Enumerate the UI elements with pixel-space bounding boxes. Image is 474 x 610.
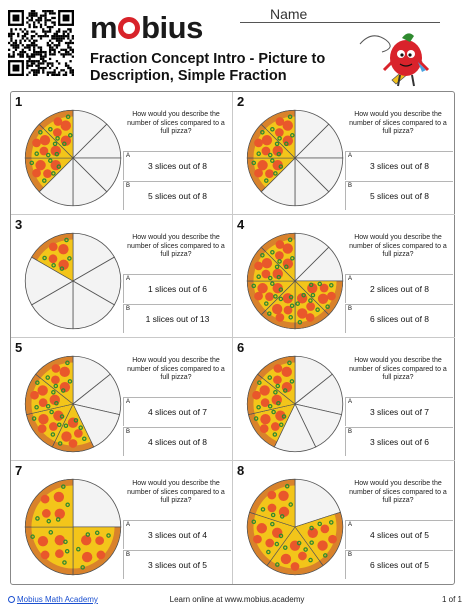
pepperoni [82,552,92,562]
question-text: How would you describe the number of slices compared to a full pizza? [127,234,225,258]
question-text: How would you describe the number of slices compared to a full pizza? [349,357,447,381]
option-text: 1 slices out of 6 [147,284,208,294]
option-letter: B [126,183,131,189]
pepperoni [53,128,62,137]
pepperoni [265,169,274,178]
option-text: 6 slices out of 8 [369,314,430,324]
pizza-fraction-image [19,473,127,581]
answer-option-b[interactable] [123,427,231,456]
answer-option-b[interactable] [123,550,231,579]
pepperoni [274,364,283,373]
pepperoni [58,244,68,254]
pepperoni [55,549,64,558]
pepperoni [40,135,50,145]
option-letter: A [126,522,131,528]
option-letter: A [126,153,131,159]
pepperoni [253,535,262,544]
option-text: 3 slices out of 7 [369,407,430,417]
question-text: How would you describe the number of slices compared to a full pizza? [349,480,447,504]
option-text: 4 slices out of 8 [147,437,208,447]
pepperoni [271,422,280,431]
problem-number: 5 [15,340,23,355]
pepperoni [278,491,288,501]
question-text: How would you describe the number of slices compared to a full pizza? [127,111,225,135]
page-number: 1 of 1 [441,595,462,604]
problem-card [233,338,455,461]
option-letter: B [126,552,131,558]
answer-option-a[interactable] [345,151,453,180]
answer-option-a[interactable] [345,520,453,549]
pepperoni [320,525,329,534]
pepperoni [275,128,284,137]
option-text: 2 slices out of 8 [369,284,430,294]
pizza-fraction-image [241,104,349,212]
problem-number: 8 [237,463,245,478]
problem-number: 3 [15,217,23,232]
mascot-illustration [352,22,442,94]
pepperoni [53,410,63,420]
pepperoni [38,536,48,546]
name-label: Name [270,6,308,22]
pizza-slice-empty [73,479,121,527]
option-text: 3 slices out of 8 [147,161,208,171]
pepperoni [74,429,83,438]
pepperoni [52,364,61,373]
pepperoni [262,258,272,268]
option-text: 4 slices out of 5 [369,530,430,540]
problem-card [11,461,233,584]
problem-number: 1 [15,94,23,109]
pepperoni [276,117,285,126]
option-letter: A [348,522,353,528]
option-letter: B [348,429,353,435]
pepperoni [281,554,291,564]
pepperoni [95,536,104,545]
option-letter: B [348,552,353,558]
pizza-fraction-image [241,473,349,581]
problem-card [11,215,233,338]
question-text: How would you describe the number of slices compared to a full pizza? [127,357,225,381]
pepperoni [69,439,78,448]
option-text: 6 slices out of 5 [369,560,430,570]
option-text: 3 slices out of 6 [369,437,430,447]
pepperoni [97,551,106,560]
pepperoni [42,509,51,518]
question-text: How would you describe the number of slices compared to a full pizza? [127,480,225,504]
pepperoni [306,313,315,322]
pepperoni [49,242,58,251]
problem-card [11,92,233,215]
footer-link[interactable]: Mobius Math Academy [17,595,98,604]
option-letter: B [348,306,353,312]
pepperoni [260,414,270,424]
pepperoni [272,304,282,314]
pepperoni [32,169,41,178]
option-letter: A [348,153,353,159]
answer-option-a[interactable] [123,151,231,180]
question-text: How would you describe the number of slices compared to a full pizza? [349,111,447,135]
answer-option-a[interactable] [123,397,231,426]
worksheet-title: Fraction Concept Intro - Picture to Description, Simple Fraction [90,51,326,84]
pepperoni [254,262,263,271]
pepperoni [267,491,276,500]
footer-url-text: Learn online at www.mobius.academy [169,595,305,604]
option-text: 3 slices out of 4 [147,530,208,540]
answer-option-a[interactable] [123,520,231,549]
option-text: 1 slices out of 13 [145,314,210,324]
question-text: How would you describe the number of slices compared to a full pizza? [349,234,447,258]
pepperoni [254,292,263,301]
problem-number: 6 [237,340,245,355]
pepperoni [54,492,64,502]
problem-number: 2 [237,94,245,109]
pepperoni [275,251,284,260]
option-text: 5 slices out of 8 [147,191,208,201]
pepperoni [262,135,272,145]
option-text: 3 slices out of 5 [147,560,208,570]
pepperoni [273,375,282,384]
pizza-fraction-image [19,227,127,335]
option-letter: A [348,399,353,405]
pepperoni [276,313,285,322]
pepperoni [55,509,65,519]
option-letter: A [348,276,353,282]
pepperoni [254,139,263,148]
pepperoni [38,424,47,433]
pizza-fraction-image [19,350,127,458]
pepperoni [30,391,39,400]
answer-option-a[interactable] [345,397,453,426]
option-text: 4 slices out of 7 [147,407,208,417]
pepperoni [276,240,285,249]
answer-option-b[interactable] [345,304,453,333]
pepperoni [254,169,263,178]
pizza-fraction-image [241,350,349,458]
problem-card [11,338,233,461]
pepperoni [328,535,337,544]
pepperoni [257,523,267,533]
option-letter: A [126,276,131,282]
pepperoni [43,169,52,178]
pepperoni [272,528,282,538]
answer-option-b[interactable] [345,550,453,579]
answer-option-b[interactable] [345,181,453,210]
option-text: 5 slices out of 8 [369,191,430,201]
option-letter: B [348,183,353,189]
mobius-logo: m bius [90,10,203,45]
pepperoni [268,504,277,513]
pepperoni [41,495,50,504]
problem-card [233,461,455,584]
pepperoni [327,292,336,301]
pepperoni [306,302,315,311]
pepperoni [81,535,91,545]
pepperoni [54,117,63,126]
answer-option-b[interactable] [345,427,453,456]
problem-number: 4 [237,217,245,232]
pepperoni [55,535,65,545]
answer-option-b[interactable] [123,181,231,210]
pepperoni [252,391,261,400]
pepperoni [37,385,47,395]
answer-option-a[interactable] [123,274,231,303]
pepperoni [49,254,58,263]
pepperoni [265,539,274,548]
pizza-fraction-image [19,104,127,212]
pepperoni [317,540,327,550]
pepperoni [41,551,50,560]
pepperoni [32,139,41,148]
pepperoni [275,410,285,420]
pepperoni [38,414,48,424]
pepperoni [282,367,292,377]
answer-option-a[interactable] [345,274,453,303]
answer-option-b[interactable] [123,304,231,333]
pizza-fraction-image [241,227,349,335]
qr-code [8,10,74,76]
pepperoni [265,292,274,301]
pepperoni [318,294,328,304]
pepperoni [51,375,60,384]
pepperoni [49,422,58,431]
option-text: 3 slices out of 8 [369,161,430,171]
pepperoni [60,367,70,377]
problem-number: 7 [15,463,23,478]
pepperoni [291,562,300,571]
problem-card [233,92,455,215]
problem-card [233,215,455,338]
problem-grid [10,91,455,585]
pepperoni [298,552,307,561]
option-letter: A [126,399,131,405]
option-letter: B [126,429,131,435]
pepperoni [259,385,269,395]
pepperoni [260,424,269,433]
option-letter: B [126,306,131,312]
